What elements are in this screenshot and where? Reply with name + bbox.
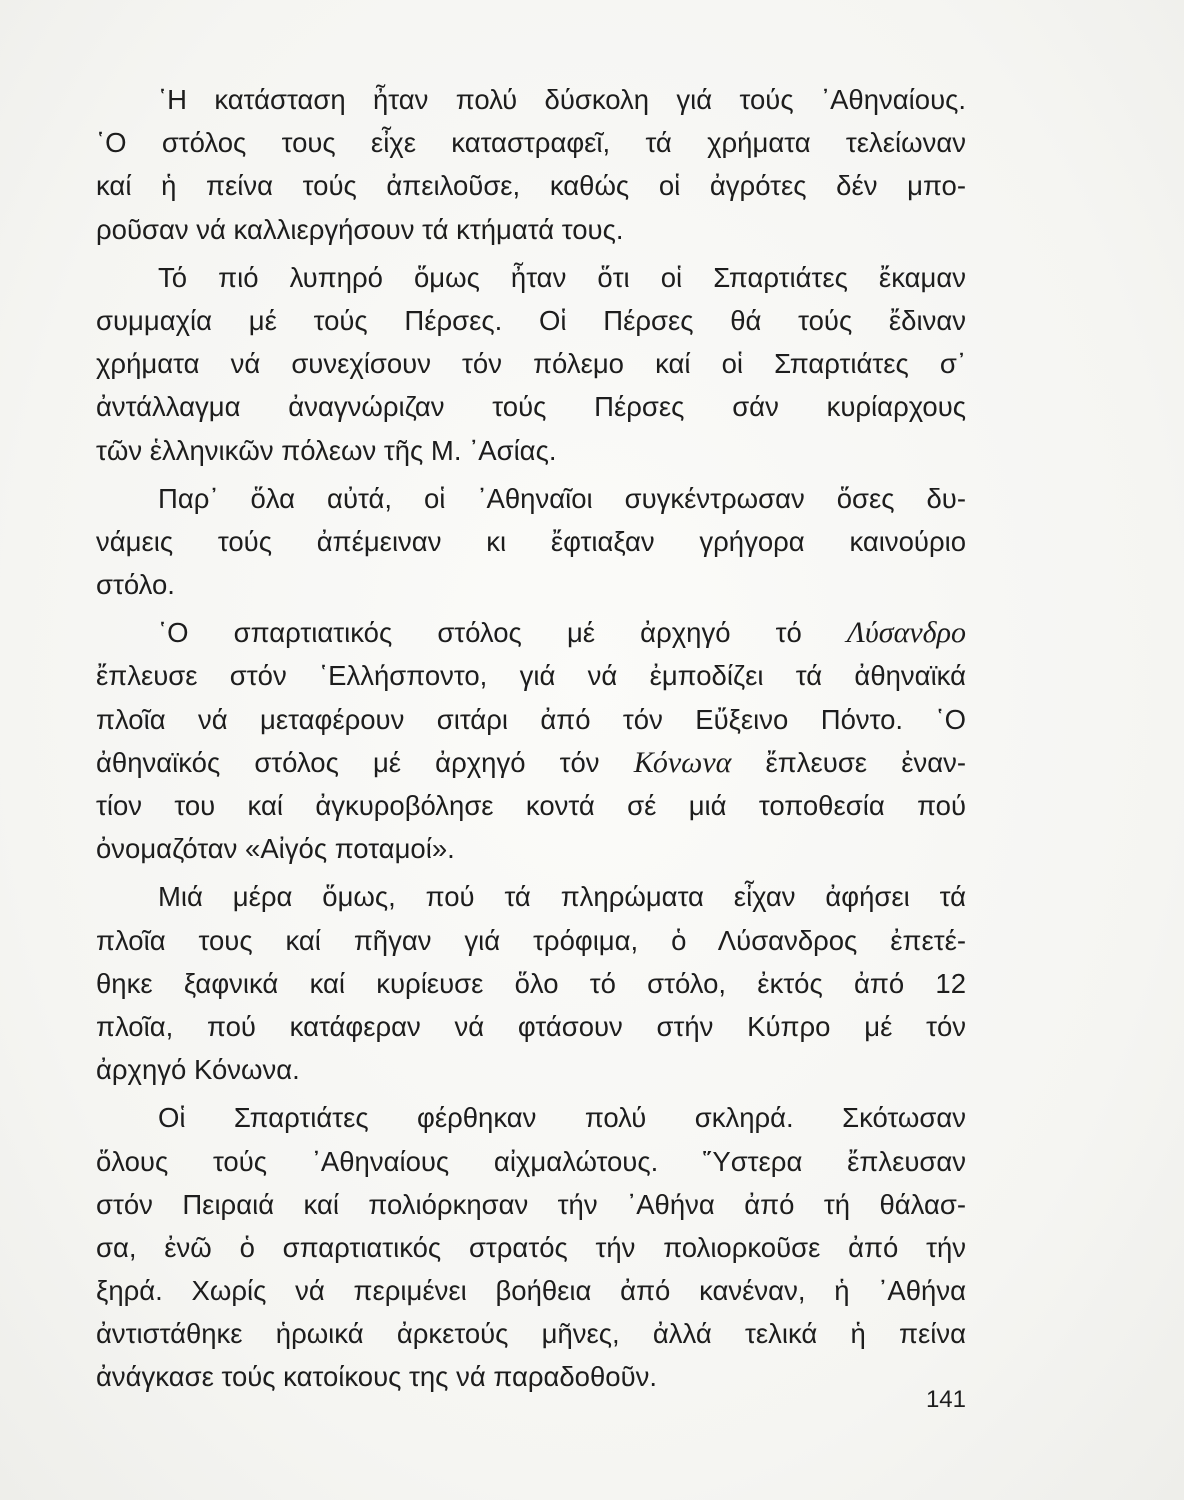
paragraph — [96, 875, 966, 1091]
italic-name-lysandros: Λύσανδρο — [846, 616, 967, 650]
text-segment: ἔπλευσε ἐναν- — [765, 746, 967, 778]
text-line: ξηρά. Χωρίς νά περιμένει βοήθεια ἀπό κανέναν, ἡ ᾿Αθήνα — [96, 1275, 966, 1307]
text-line — [96, 741, 966, 784]
text-segment: ἀθηναϊκός στόλος μέ ἀρχηγό τόν — [96, 746, 600, 778]
text-line: ἔπλευσε στόν ῾Ελλήσποντο, γιά νά ἐμποδίζει τά ἀθηναϊκά — [96, 660, 966, 692]
paragraph — [96, 1096, 966, 1398]
text-line: καί ἡ πείνα τούς ἀπειλοῦσε, καθώς οἱ ἀγρότες δέν μπο- — [96, 170, 966, 202]
text-line: ἀνάγκασε τούς κατοίκους της νά παραδοθοῦν. — [96, 1361, 657, 1393]
text-line: στόν Πειραιά καί πολιόρκησαν τήν ᾿Αθήνα ἀπό τή θάλασ- — [96, 1188, 966, 1220]
text-line: θηκε ξαφνικά καί κυρίευσε ὅλο τό στόλο, ἐκτός ἀπό 12 — [96, 967, 966, 999]
text-line: ἀρχηγό Κόνωνα. — [96, 1054, 300, 1086]
italic-name-konon: Κόνωνα — [633, 745, 732, 779]
text-line: ἀντάλλαγμα ἀναγνώριζαν τούς Πέρσες σάν κυρίαρχους — [96, 391, 966, 423]
text-line: τίον του καί ἀγκυροβόλησε κοντά σέ μιά τοποθεσία πού — [96, 790, 966, 821]
text-line: ὀνομαζόταν «Αἰγός ποταμοί». — [96, 833, 455, 865]
text-line: ῾Η κατάσταση ἦταν πολύ δύσκολη γιά τούς ᾿Αθηναίους. — [158, 84, 966, 115]
text-line: συμμαχία μέ τούς Πέρσες. Οἱ Πέρσες θά τούς ἔδιναν — [96, 304, 966, 336]
text-line: νάμεις τούς ἀπέμειναν κι ἔφτιαξαν γρήγορα καινούριο — [96, 525, 966, 557]
body-text — [96, 78, 966, 1399]
text-line: πλοῖα νά μεταφέρουν σιτάρι ἀπό τόν Εὔξεινο Πόντο. ῾Ο — [96, 703, 966, 735]
paragraph — [96, 611, 966, 870]
text-line: στόλο. — [96, 569, 175, 601]
paragraph — [96, 78, 966, 251]
text-line — [96, 611, 966, 654]
text-segment: ῾Ο σπαρτιατικός στόλος μέ ἀρχηγό τό — [158, 617, 802, 649]
text-line: ὅλους τούς ᾿Αθηναίους αἰχμαλώτους. Ὕστερα ἔπλευσαν — [96, 1145, 966, 1177]
page-number: 141 — [925, 1386, 966, 1413]
text-line: Οἱ Σπαρτιάτες φέρθηκαν πολύ σκληρά. Σκότωσαν — [158, 1102, 966, 1134]
text-line: ροῦσαν νά καλλιεργήσουν τά κτήματά τους. — [96, 213, 624, 245]
text-line: ῾Ο στόλος τους εἶχε καταστραφεῖ, τά χρήματα τελείωναν — [96, 127, 966, 159]
text-line: σα, ἐνῶ ὁ σπαρτιατικός στρατός τήν πολιορκοῦσε ἀπό τήν — [96, 1231, 966, 1263]
text-line: Παρ᾿ ὅλα αὐτά, οἱ ᾿Αθηναῖοι συγκέντρωσαν ὅσες δυ- — [158, 482, 966, 514]
text-line: Μιά μέρα ὅμως, πού τά πληρώματα εἶχαν ἀφήσει τά — [158, 881, 966, 913]
text-line: Τό πιό λυπηρό ὅμως ἦταν ὅτι οἱ Σπαρτιάτες ἔκαμαν — [158, 261, 966, 293]
paragraph — [96, 256, 966, 472]
text-line: πλοῖα, πού κατάφεραν νά φτάσουν στήν Κύπρο μέ τόν — [96, 1010, 966, 1042]
text-line: τῶν ἑλληνικῶν πόλεων τῆς Μ. ᾿Ασίας. — [96, 434, 557, 466]
text-line: ἀντιστάθηκε ἡρωικά ἀρκετούς μῆνες, ἀλλά τελικά ἡ πείνα — [96, 1318, 966, 1350]
text-line: πλοῖα τους καί πῆγαν γιά τρόφιμα, ὁ Λύσανδρος ἐπετέ- — [96, 924, 966, 956]
paragraph — [96, 477, 966, 607]
text-line: χρήματα νά συνεχίσουν τόν πόλεμο καί οἱ Σπαρτιάτες σ᾿ — [96, 348, 966, 380]
